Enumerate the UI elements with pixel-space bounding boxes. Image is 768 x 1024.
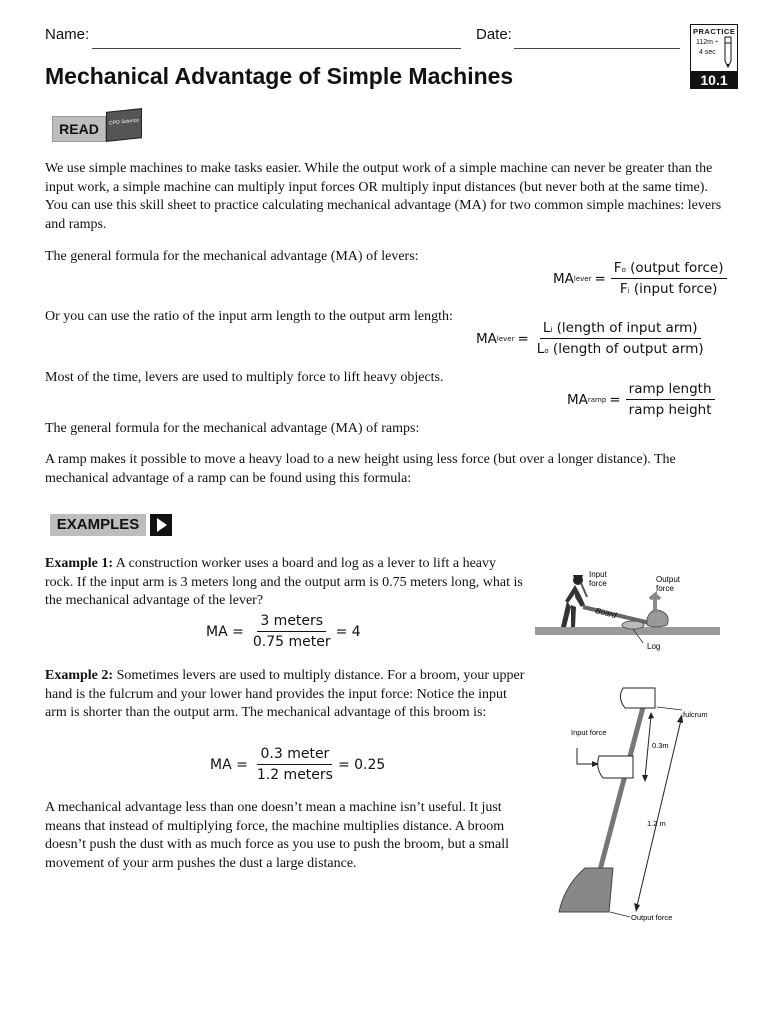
board-label: Board (594, 606, 618, 621)
fraction (254, 746, 336, 783)
lhs: MA = (210, 756, 248, 773)
lever-length-formula (476, 320, 709, 357)
play-arrow-icon (150, 514, 172, 536)
pencil-icon (721, 35, 735, 69)
denominator: 0.75 meter (252, 634, 331, 650)
example1-equation (206, 613, 361, 650)
practice-badge (690, 24, 738, 87)
lever-formula-text: The general formula for the mechanical advantage (MA) of levers: (45, 249, 419, 264)
read-badge: READ (52, 116, 106, 142)
ramp-formula (567, 381, 717, 418)
ma-symbol: MA (553, 270, 574, 287)
numerator (611, 260, 727, 279)
fraction (534, 320, 707, 357)
input-force-label: Input force (571, 728, 607, 737)
result: = 0.25 (337, 756, 386, 773)
subscript: i (550, 326, 553, 334)
denominator (534, 339, 707, 357)
numerator-text: (length of input arm) (556, 320, 698, 336)
arrowhead (642, 775, 648, 782)
practice-box (690, 24, 738, 72)
broom-head (559, 868, 613, 912)
arrowhead (648, 712, 654, 719)
fraction (626, 381, 715, 418)
fraction (611, 260, 727, 297)
input-force-label: Input force (589, 570, 607, 588)
ma-symbol: MA (567, 391, 588, 408)
lever-subscript: lever (496, 334, 515, 343)
subscript: o (621, 266, 626, 274)
example1-paragraph (45, 555, 525, 611)
ramp-text: A ramp makes it possible to move a heavy load to a new height using less force (but over a longer distance). The mechanical advantage of a ramp can be found using this formula: (45, 452, 676, 486)
equals-sign: = (517, 330, 529, 347)
lhs: MA = (206, 623, 244, 640)
lower-hand (598, 756, 633, 778)
fraction (250, 613, 334, 650)
example1-body: A construction worker uses a board and log as a lever to lift a heavy rock. If the input arm is 3 meters long and the output arm is 0.75 meters long, what is the mechanical advantage of the lever? (45, 556, 523, 608)
numerator-text: (output force) (630, 260, 724, 276)
broom-illustration (555, 680, 735, 925)
practice-line1: 112m ÷ (696, 39, 719, 46)
numerator (540, 320, 701, 339)
long-length-label: 1.2 m (647, 819, 666, 828)
length-symbol: L (542, 320, 551, 336)
name-label: Name: (45, 26, 90, 43)
rock (647, 610, 668, 627)
broom-handle (600, 692, 647, 870)
length-symbol: L (536, 341, 545, 357)
output-force-label: Output force (631, 913, 673, 922)
equals-sign: = (609, 391, 621, 408)
ramp-formula-text: The general formula for the mechanical advantage (MA) of ramps: (45, 421, 420, 436)
force-text: Most of the time, levers are used to multiply force to lift heavy objects. (45, 370, 444, 385)
example2-paragraph (45, 667, 525, 723)
lever-subscript: lever (573, 274, 592, 283)
numerator: ramp length (626, 381, 715, 400)
output-force-label: Output force (656, 575, 681, 593)
output-leader (610, 912, 630, 917)
numerator: 3 meters (257, 613, 326, 632)
denominator-text: (input force) (633, 281, 718, 297)
subscript: i (627, 287, 630, 295)
log (622, 621, 644, 629)
lever-force-formula (553, 260, 729, 297)
lever-illustration (535, 565, 720, 655)
name-field[interactable] (92, 48, 461, 49)
numerator: 0.3 meter (257, 746, 332, 765)
fulcrum-label: fulcrum (683, 710, 708, 719)
force-symbol: F (613, 260, 622, 276)
result: = 4 (335, 623, 361, 640)
practice-line2: 4 sec (699, 49, 716, 56)
subscript: o (544, 347, 549, 355)
book-icon: CPO Science (106, 108, 142, 142)
log-label: Log (647, 642, 661, 651)
ramp-subscript: ramp (587, 395, 607, 404)
example2-body: Sometimes levers are used to multiply distance. For a broom, your upper hand is the fulcrum and your lower hand provides the input force: Notice the input arm is shorter than the output arm. The mechanical advantage of this broom is: (45, 668, 525, 720)
short-length-label: 0.3m (652, 741, 669, 750)
date-field[interactable] (514, 48, 680, 49)
denominator: ramp height (628, 402, 712, 418)
equals-sign: = (594, 270, 606, 287)
short-dimension (645, 716, 651, 778)
date-label: Date: (476, 26, 512, 43)
intro-paragraph: We use simple machines to make tasks easier. While the output work of a simple machine can never be greater than the input work, a simple machine can multiply input forces OR multiply input distances (but never both at the same time). You can use this skill sheet to practice calculating mechanical advantage (MA) for two common simple machines: levers and ramps. (45, 161, 722, 232)
fulcrum-leader (657, 707, 682, 710)
input-arrow (581, 583, 587, 597)
force-symbol: F (619, 281, 628, 297)
example2-equation (210, 746, 385, 783)
practice-word: PRACTICE (693, 27, 736, 36)
denominator: 1.2 meters (256, 767, 333, 783)
page-title: Mechanical Advantage of Simple Machines (45, 63, 514, 89)
denominator (617, 279, 721, 297)
example1-title: Example 1: (45, 556, 114, 571)
arrowhead (634, 903, 640, 912)
lever-ratio-text: Or you can use the ratio of the input arm length to the output arm length: (45, 309, 453, 324)
practice-number: 10.1 (690, 72, 738, 89)
ma-symbol: MA (476, 330, 497, 347)
denominator-text: (length of output arm) (552, 341, 704, 357)
upper-hand (620, 688, 655, 708)
example2-title: Example 2: (45, 668, 114, 683)
worker-figure (561, 575, 585, 627)
examples-badge: EXAMPLES (50, 514, 146, 536)
closing-paragraph: A mechanical advantage less than one doesn’t mean a machine isn’t useful. It just means that instead of multiplying force, the machine multiplies distance. A broom doesn’t push the dust with as much force as you use to push the broom, but a small movement of your arm pushes the dust a large distance. (45, 800, 510, 871)
